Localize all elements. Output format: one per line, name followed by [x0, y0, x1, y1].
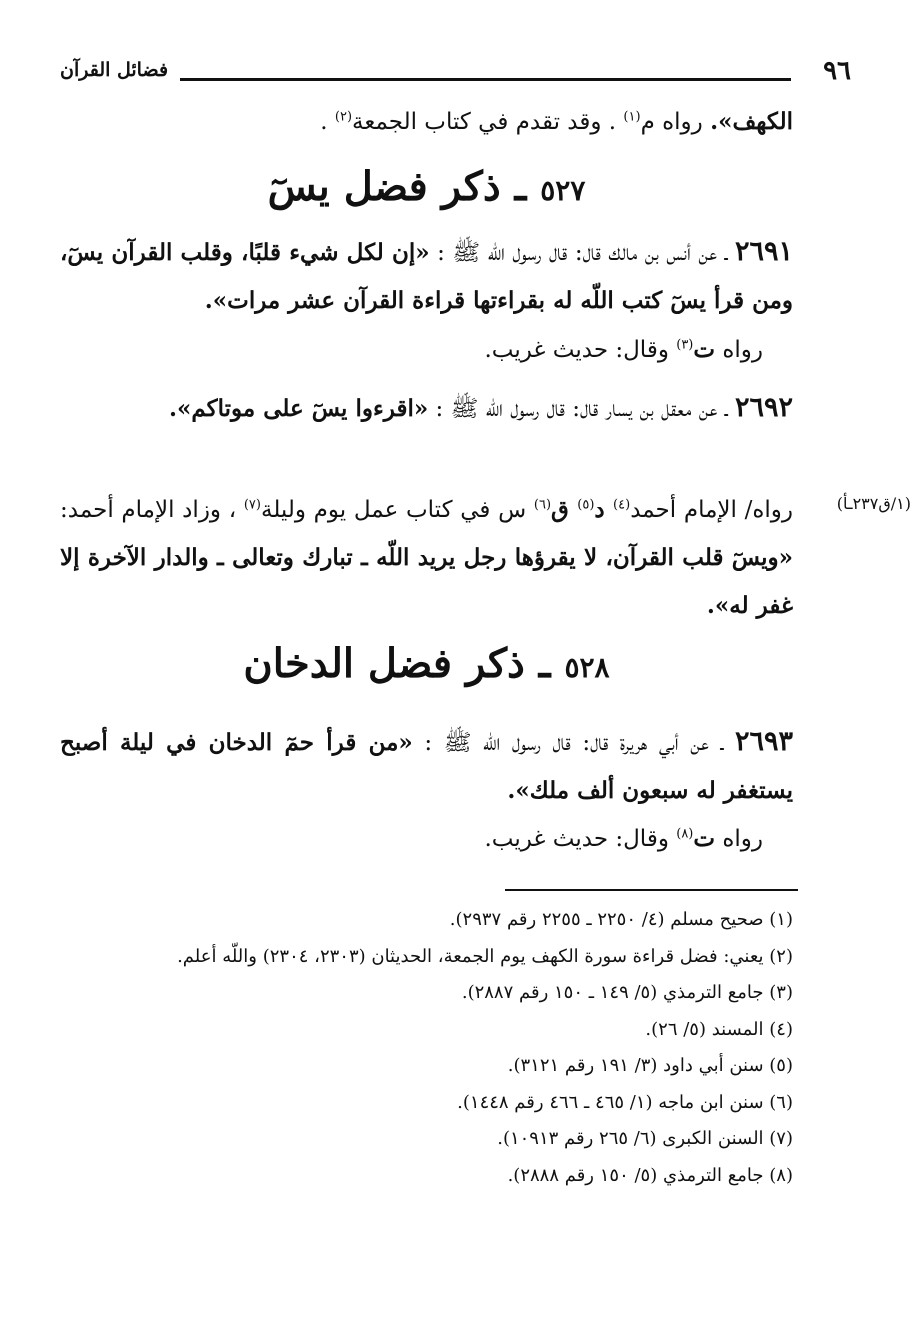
hadith-text: «إن لكل شيء قلبًا، وقلب القرآن يسٓ، ومن قرأ يسٓ كتب اللّه له بقراءتها قراءة القرآن عشر مرات». [60, 239, 793, 314]
source-text: رواه/ الإمام أحمد [630, 497, 794, 523]
grading-text: وقال: حديث غريب. [484, 337, 677, 363]
section-number: ٥٢٨ [564, 651, 610, 684]
source-symbol: ت [693, 336, 716, 363]
hadith-number: ٢٦٩٢ [734, 392, 793, 423]
running-title: فضائل القرآن [60, 59, 169, 81]
section-heading-528: ٥٢٨ ـ ذكر فضل الدخان [243, 640, 610, 687]
hadith-narration: ـ عن أبي هريرة قال: قال رسول اللّه ﷺ : [412, 730, 735, 756]
footnote: (٢) يعني: فضل قراءة سورة الكهف يوم الجمعة، الحديثان (٢٣٠٣، ٢٣٠٤) واللّه أعلم. [177, 945, 793, 967]
grading-text: وقال: حديث غريب. [484, 826, 677, 852]
hadith-text: «من قرأ حمٓ الدخان في ليلة أصبح يستغفر له سبعون ألف ملك». [60, 729, 793, 804]
footnote: (١) صحيح مسلم (٤/ ٢٢٥٠ ـ ٢٢٥٥ رقم ٢٩٣٧). [449, 909, 793, 930]
hadith-narration: ـ عن معقل بن يسار قال: قال رسول اللّه ﷺ : [428, 396, 735, 422]
section-heading-527: ٥٢٧ ـ ذكر فضل يسٓ [267, 163, 586, 210]
continuation-line [60, 98, 793, 146]
source-symbol: ت [693, 825, 716, 852]
hadith-2692-source [60, 486, 793, 630]
footnote: (٤) المسند (٥/ ٢٦). [645, 1018, 793, 1040]
footnote-ref: (٢) [334, 109, 353, 125]
quote-end: الكهف». [710, 108, 793, 135]
source-symbol: د [594, 496, 614, 523]
source-text: رواه [715, 826, 763, 852]
header-rule [180, 78, 791, 81]
footnote: (٣) جامع الترمذي (٥/ ١٤٩ ـ ١٥٠ رقم ٢٨٨٧). [461, 982, 793, 1003]
footnote-ref: (٦) [533, 497, 552, 513]
hadith-2691-source [60, 326, 763, 374]
footnote-separator [505, 889, 798, 891]
hadith-2693-source [60, 815, 763, 863]
hadith-narration: ـ عن أنس بن مالك قال: قال رسول اللّه ﷺ : [429, 240, 735, 266]
hadith-2692 [60, 384, 793, 433]
footnote: (٧) السنن الكبرى (٦/ ٢٦٥ رقم ١٠٩١٣). [497, 1128, 793, 1149]
footnote-ref: (٥) [577, 497, 595, 513]
footnote: (٥) سنن أبي داود (٣/ ١٩١ رقم ٣١٢١). [507, 1055, 793, 1076]
footnote-ref: (٤) [613, 497, 631, 513]
hadith-addition: «ويسٓ قلب القرآن، لا يقرؤها رجل يريد اللّه ـ تبارك وتعالى ـ والدار الآخرة إلا غفر له». [60, 544, 793, 619]
hadith-2693 [60, 718, 793, 815]
source-text: رواه م [640, 109, 711, 135]
footnote: (٨) جامع الترمذي (٥/ ١٥٠ رقم ٢٨٨٨). [507, 1164, 793, 1186]
hadith-2691 [60, 228, 793, 325]
page-header [60, 56, 851, 92]
source-text: ، وزاد الإمام أحمد: [60, 497, 244, 523]
page-number: ٩٦ [823, 56, 851, 86]
footnote-ref: (٨) [676, 826, 694, 842]
section-title: ذكر فضل الدخان [243, 640, 525, 687]
footnote-ref: (١) [623, 109, 641, 125]
hadith-number: ٢٦٩٣ [734, 726, 793, 757]
footnotes [60, 902, 793, 1194]
hadith-text: «اقرءوا يسٓ على موتاكم». [168, 395, 429, 422]
cross-ref-text: . وقد تقدم في كتاب الجمعة [352, 109, 624, 135]
footnote-ref: (٧) [243, 497, 261, 513]
footnote-ref: (٣) [676, 337, 694, 353]
section-number: ٥٢٧ [540, 174, 586, 207]
hadith-number: ٢٦٩١ [734, 236, 793, 267]
punct: . [320, 109, 335, 135]
manuscript-margin-note: (١/ق٢٣٧ـأ) [836, 494, 911, 513]
source-text: س في كتاب عمل يوم وليلة [260, 497, 534, 523]
section-title: ذكر فضل يسٓ [267, 163, 501, 210]
footnote: (٦) سنن ابن ماجه (١/ ٤٦٥ ـ ٤٦٦ رقم ١٤٤٨). [457, 1091, 793, 1113]
source-text: رواه [715, 337, 763, 363]
source-symbol: ق [551, 496, 578, 523]
